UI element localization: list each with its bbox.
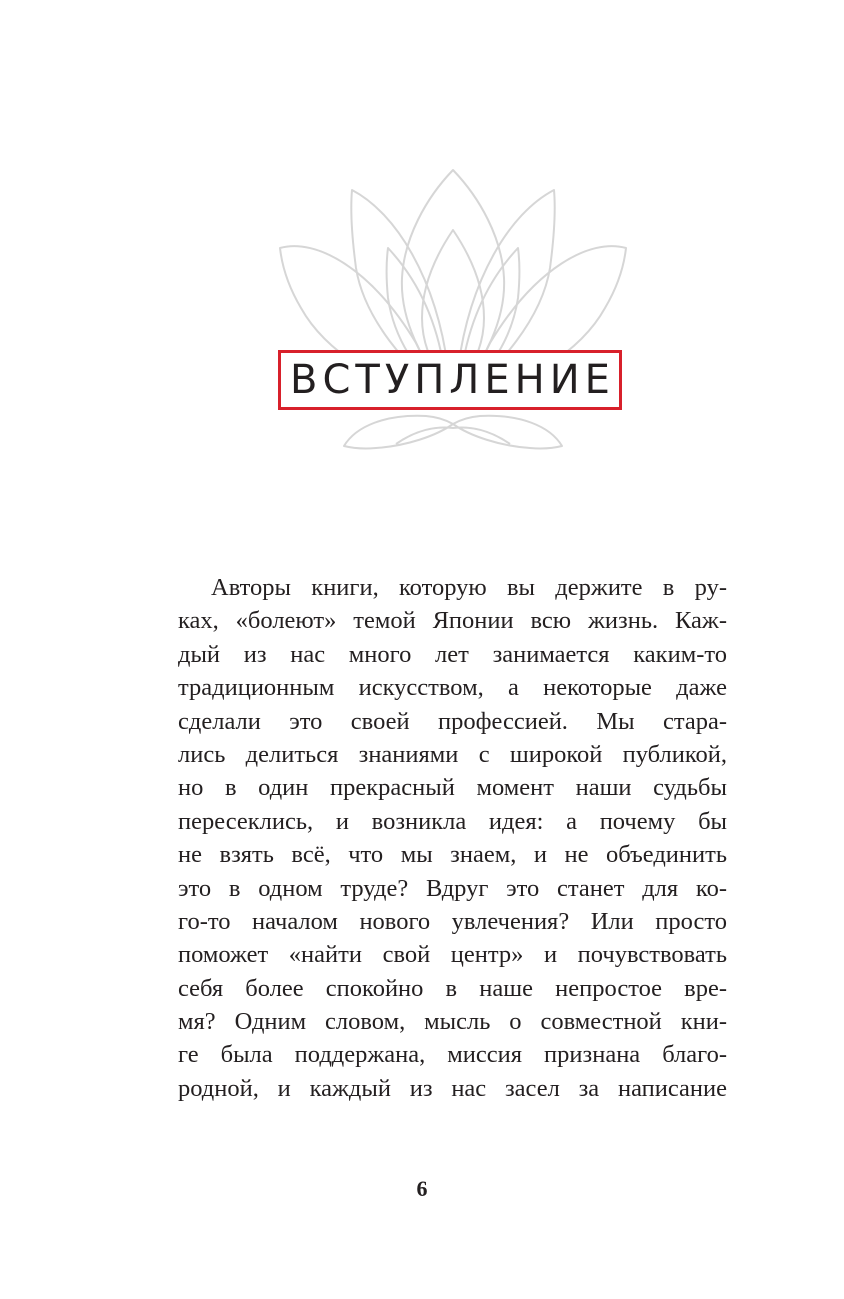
text-line: ках, «болеют» темой Японии всю жизнь. Каж- [178, 607, 727, 635]
text-line: пересеклись, и возникла идея: а почему бы [178, 807, 727, 835]
chapter-title: ВСТУПЛЕНИЕ [290, 357, 615, 403]
text-line: го-то началом нового увлечения? Или просто [178, 907, 727, 935]
text-line: это в одном труде? Вдруг это станет для ко- [178, 874, 727, 902]
text-line: не взять всё, что мы знаем, и не объединить [178, 841, 727, 869]
chapter-title-frame [278, 350, 622, 410]
text-line: ге была поддержана, миссия признана благо- [178, 1041, 727, 1069]
text-line: дый из нас много лет занимается каким-то [178, 640, 727, 668]
text-line: Авторы книги, которую вы держите в ру- [211, 574, 727, 601]
text-line: мя? Одним словом, мысль о совместной кни- [178, 1008, 727, 1036]
text-line: поможет «найти свой центр» и почувствовать [178, 941, 727, 969]
text-line: сделали это своей профессией. Мы стара- [178, 707, 727, 735]
text-line: но в один прекрасный момент наши судьбы [178, 774, 727, 802]
page-number: 6 [416, 1176, 428, 1201]
text-line: себя более спокойно в наше непростое вре- [178, 974, 727, 1002]
text-line: родной, и каждый из нас засел за написание [178, 1074, 727, 1102]
body-paragraph [178, 571, 727, 1105]
text-line: лись делиться знаниями с широкой публикой, [178, 740, 727, 768]
text-line: традиционным искусством, а некоторые даже [178, 674, 727, 702]
